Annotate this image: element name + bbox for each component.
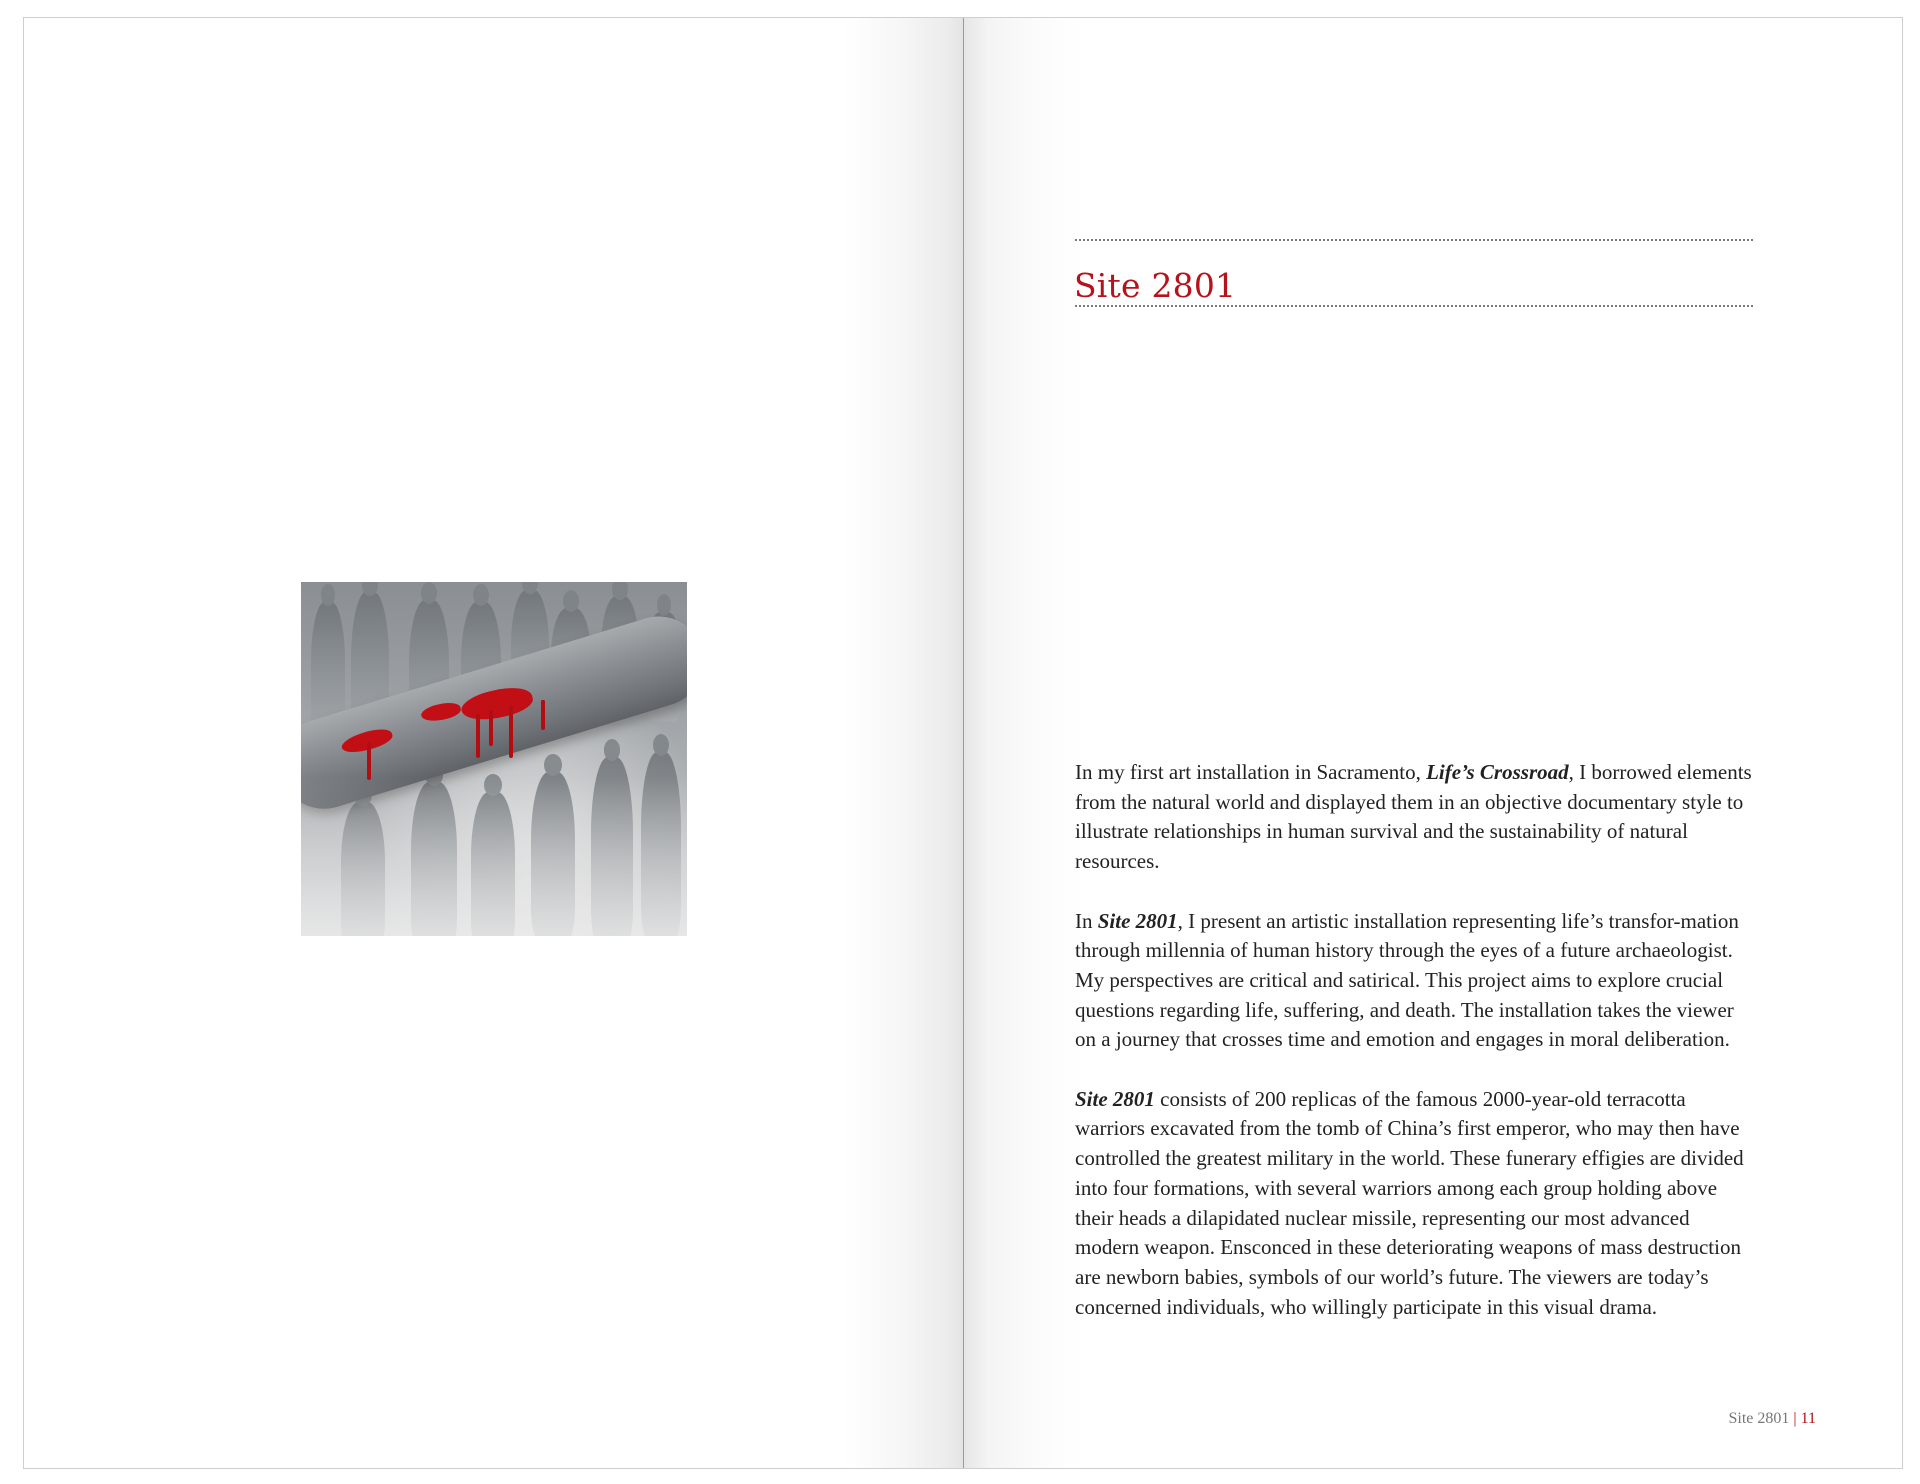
paragraph: In Site 2801, I present an artistic installation representing life’s transfor-mation through millennia of human history through the eyes of a future archaeologist. My perspectives are critical and satirical. This project aims to explore crucial questions regarding life, suffering, and death. The installation takes the viewer on a journey that crosses time and emotion and engages in moral deliberation. bbox=[1075, 908, 1739, 1052]
section-title: Site 2801 bbox=[1074, 266, 1237, 305]
artwork-photo bbox=[301, 582, 687, 936]
page-number: 11 bbox=[1800, 1410, 1816, 1427]
paragraph: In my first art installation in Sacramento, Life’s Crossroad, I borrowed elements from the natural world and displayed them in an objective documentary style to illustrate relationships in human survival and the sustainability of natural resources. bbox=[1075, 760, 1752, 874]
title-rule-top bbox=[1075, 239, 1753, 241]
left-page bbox=[24, 18, 963, 1468]
page-footer-folio bbox=[1729, 1410, 1817, 1428]
book-spread bbox=[23, 17, 1903, 1469]
folio-section: Site 2801 bbox=[1728, 1410, 1790, 1427]
paragraph: Site 2801 consists of 200 replicas of the famous 2000-year-old terracotta warriors excavated from the tomb of China’s first emperor, who may then have controlled the greatest military in the world. These funerary effigies are divided into four formations, with several warriors among each group holding above their heads a dilapidated nuclear missile, representing our most advanced modern weapon. Ensconced in these deteriorating weapons of mass destruction are newborn babies, symbols of our world’s future. The viewers are today’s concerned individuals, who willingly participate in this visual drama. bbox=[1075, 1086, 1744, 1319]
title-rule-bottom bbox=[1075, 305, 1753, 307]
body-text bbox=[1075, 758, 1755, 1352]
folio-separator: | bbox=[1793, 1410, 1797, 1427]
